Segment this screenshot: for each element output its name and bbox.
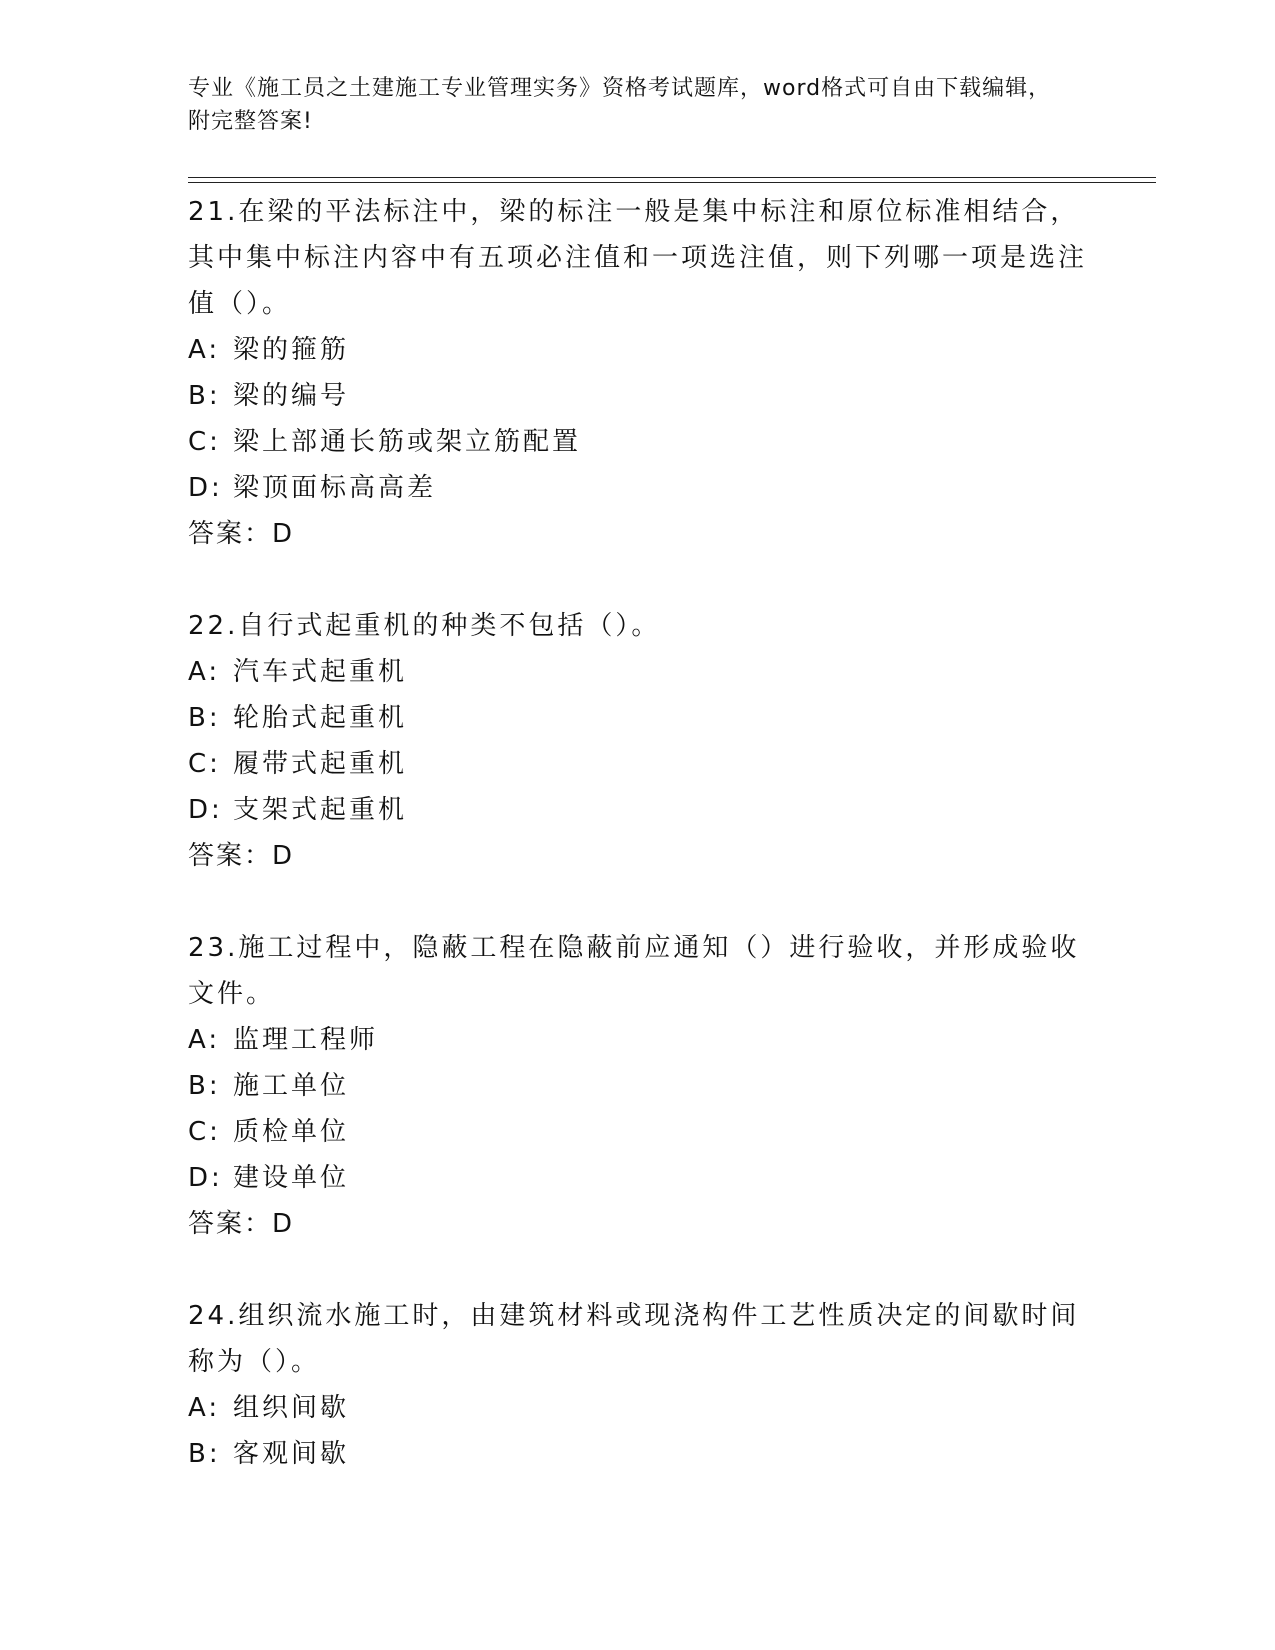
option-text: 支架式起重机 — [233, 795, 408, 825]
option-letter: C: — [188, 1117, 221, 1147]
answer-line — [188, 511, 1088, 557]
option-b — [188, 1431, 1088, 1477]
question-text: 22.自行式起重机的种类不包括（）。 — [188, 611, 661, 641]
option-a — [188, 1017, 1088, 1063]
header-divider-top — [188, 177, 1156, 178]
option-letter: D: — [188, 1163, 223, 1193]
option-d — [188, 465, 1088, 511]
option-text: 组织间歇 — [233, 1393, 350, 1423]
answer-line — [188, 833, 1088, 879]
option-text: 客观间歇 — [233, 1439, 350, 1469]
option-a — [188, 1385, 1088, 1431]
answer-value: D — [272, 1209, 295, 1239]
question-22 — [188, 603, 1088, 879]
option-letter: B: — [188, 703, 221, 733]
option-c — [188, 1109, 1088, 1155]
option-text: 梁顶面标高高差 — [233, 473, 437, 503]
question-text: 24.组织流水施工时，由建筑材料或现浇构件工艺性质决定的间歇时间称为（）。 — [188, 1301, 1080, 1377]
option-text: 施工单位 — [233, 1071, 350, 1101]
option-text: 轮胎式起重机 — [233, 703, 408, 733]
option-a — [188, 327, 1088, 373]
answer-label: 答案： — [188, 841, 273, 871]
option-letter: B: — [188, 1071, 221, 1101]
option-text: 梁上部通长筋或架立筋配置 — [233, 427, 582, 457]
option-text: 汽车式起重机 — [233, 657, 408, 687]
answer-label: 答案： — [188, 1209, 273, 1239]
option-letter: C: — [188, 427, 221, 457]
option-text: 履带式起重机 — [233, 749, 408, 779]
question-21 — [188, 189, 1088, 557]
option-b — [188, 1063, 1088, 1109]
option-letter: D: — [188, 473, 223, 503]
question-24 — [188, 1293, 1088, 1477]
option-b — [188, 695, 1088, 741]
option-text: 梁的编号 — [233, 381, 350, 411]
option-letter: A: — [188, 335, 221, 365]
question-23 — [188, 925, 1088, 1247]
option-letter: B: — [188, 1439, 221, 1469]
option-letter: A: — [188, 657, 221, 687]
option-c — [188, 419, 1088, 465]
option-d — [188, 1155, 1088, 1201]
option-text: 梁的箍筋 — [233, 335, 350, 365]
answer-label: 答案： — [188, 519, 273, 549]
answer-value: D — [272, 519, 295, 549]
answer-value: D — [272, 841, 295, 871]
option-letter: C: — [188, 749, 221, 779]
option-letter: A: — [188, 1025, 221, 1055]
answer-line — [188, 1201, 1088, 1247]
option-text: 建设单位 — [233, 1163, 350, 1193]
option-letter: D: — [188, 795, 223, 825]
option-text: 监理工程师 — [233, 1025, 379, 1055]
option-text: 质检单位 — [233, 1117, 350, 1147]
option-b — [188, 373, 1088, 419]
option-letter: B: — [188, 381, 221, 411]
option-c — [188, 741, 1088, 787]
question-text: 21.在梁的平法标注中，梁的标注一般是集中标注和原位标准相结合，其中集中标注内容中有五项必注值和一项选注值，则下列哪一项是选注值（）。 — [188, 197, 1088, 319]
question-list — [188, 189, 1088, 1523]
question-text: 23.施工过程中，隐蔽工程在隐蔽前应通知（）进行验收，并形成验收文件。 — [188, 933, 1080, 1009]
option-letter: A: — [188, 1393, 221, 1423]
header-divider-bottom — [188, 182, 1156, 183]
document-header: 专业《施工员之土建施工专业管理实务》资格考试题库，word格式可自由下载编辑，附完整答案! — [188, 76, 1052, 134]
option-a — [188, 649, 1088, 695]
option-d — [188, 787, 1088, 833]
